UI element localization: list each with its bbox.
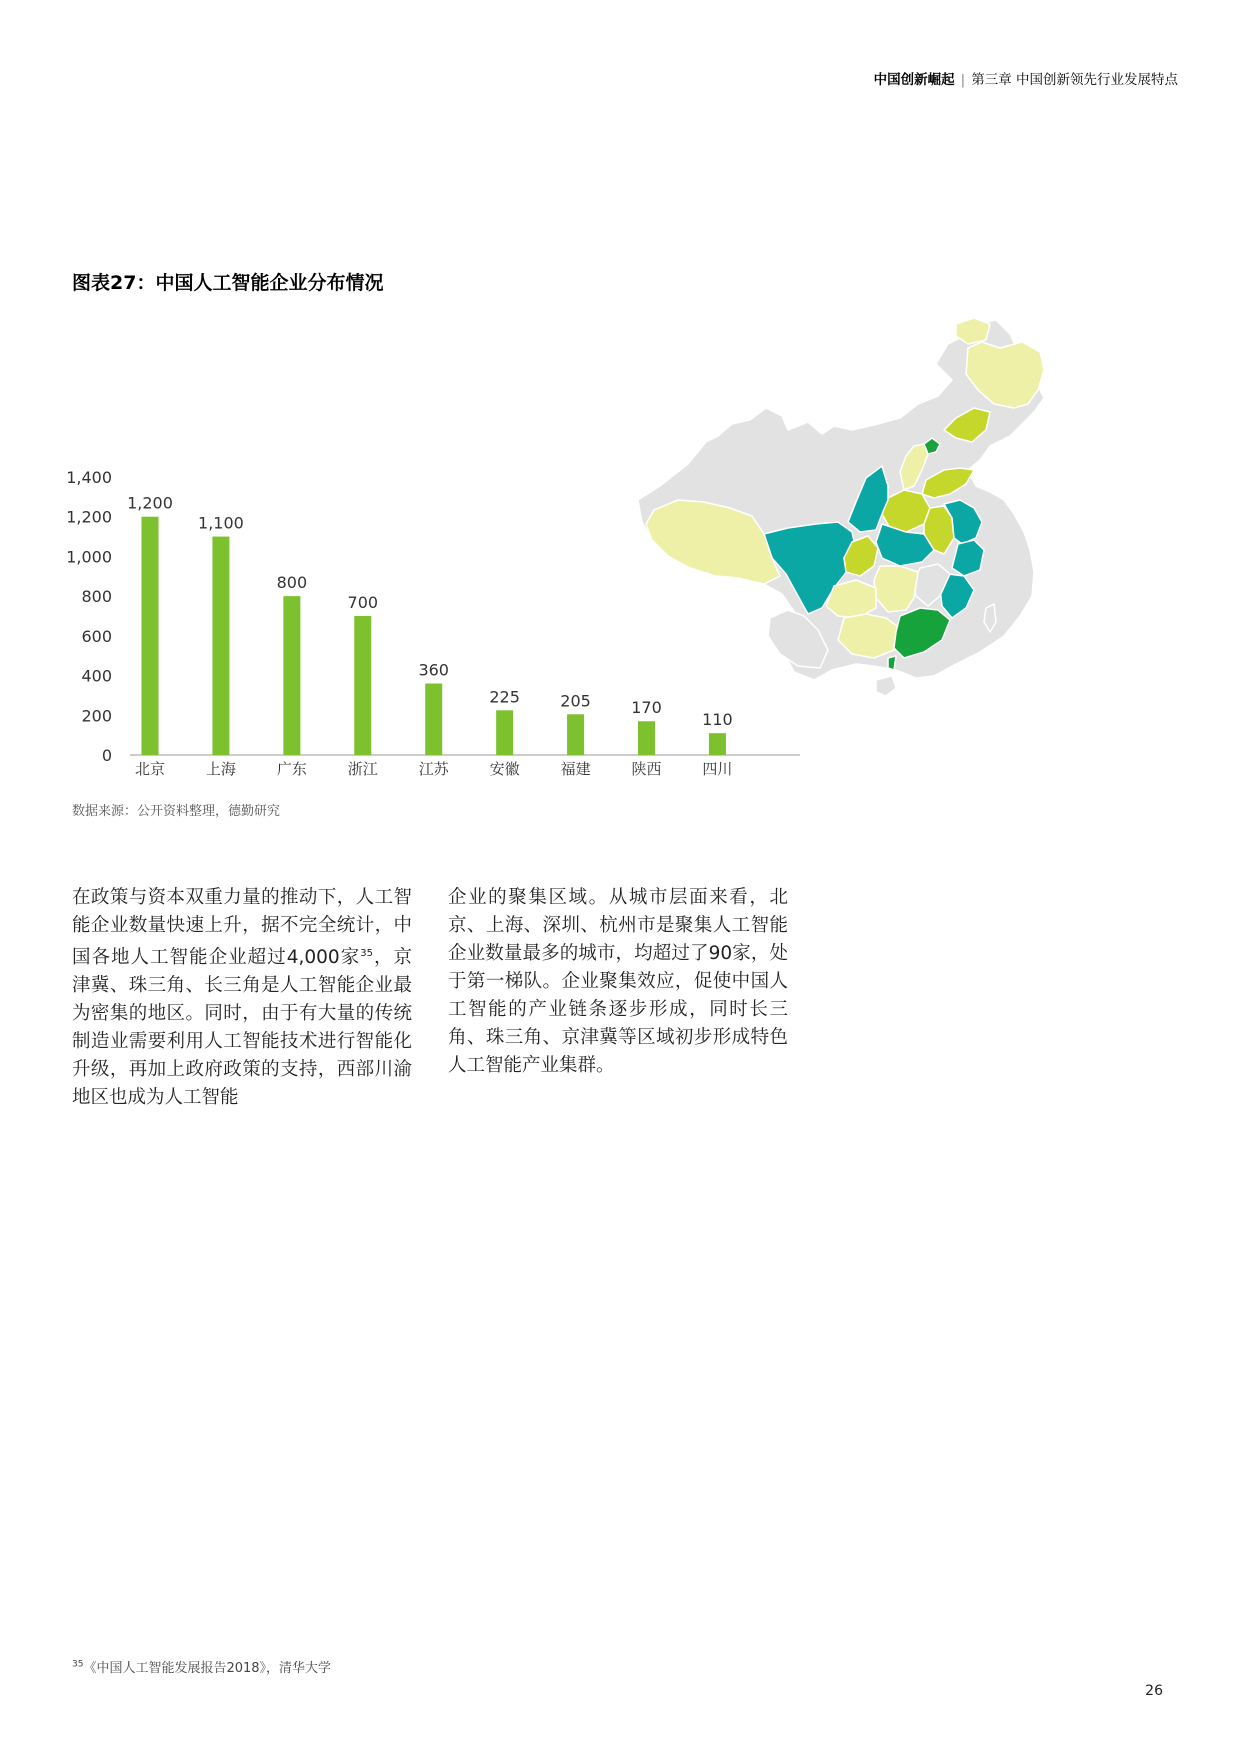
x-tick-label: 福建 — [560, 760, 591, 778]
paragraph-left — [72, 884, 412, 1112]
y-tick-label: 1,000 — [66, 547, 112, 567]
x-tick-label: 上海 — [205, 760, 236, 778]
x-tick-label: 四川 — [702, 760, 733, 778]
x-tick-label: 江苏 — [418, 760, 449, 778]
china-map — [638, 318, 1178, 788]
data-label: 360 — [418, 660, 449, 680]
x-tick-label: 安徽 — [489, 760, 520, 778]
data-label: 1,100 — [198, 513, 244, 533]
x-tick-label: 陕西 — [631, 760, 662, 778]
data-label: 205 — [560, 691, 591, 711]
map-region-guizhou — [826, 580, 876, 618]
bar — [425, 684, 442, 755]
paragraph-left-part1: 在政策与资本双重力量的推动下，人工智能企业数量快速上升，据不完全统计，中国各地人工智能企业超过4,000家 — [72, 887, 412, 969]
data-label: 700 — [347, 593, 379, 612]
map-region-guangdong-tip — [888, 656, 896, 670]
data-source: 数据来源：公开资料整理，德勤研究 — [72, 804, 281, 819]
y-tick-label: 600 — [81, 626, 112, 646]
y-tick-label: 400 — [81, 666, 112, 686]
bar — [283, 596, 300, 755]
x-tick-label: 北京 — [134, 760, 166, 778]
map-region-hainan — [876, 676, 896, 696]
report-title: 中国创新崛起 — [873, 72, 955, 88]
footnote-text: 《中国人工智能发展报告2018》，清华大学 — [83, 1661, 332, 1676]
y-tick-label: 200 — [81, 706, 112, 726]
page-header — [874, 68, 1178, 88]
y-tick-label: 800 — [81, 587, 112, 607]
bar — [496, 710, 513, 755]
bar — [354, 616, 371, 755]
x-tick-label: 浙江 — [347, 760, 378, 778]
bar — [567, 714, 584, 755]
footnote-number: 35 — [72, 1659, 84, 1670]
data-label: 110 — [702, 710, 733, 730]
data-label: 225 — [489, 687, 520, 707]
map-region-heilongjiang-tip — [956, 318, 990, 344]
y-tick-label: 0 — [101, 746, 112, 765]
figure-title: 图表27：中国人工智能企业分布情况 — [72, 272, 384, 294]
data-label: 170 — [631, 698, 662, 718]
y-tick-label: 1,200 — [66, 507, 112, 527]
header-divider: | — [960, 72, 966, 88]
x-tick-label: 广东 — [276, 760, 307, 778]
y-tick-label: 1,400 — [66, 468, 112, 487]
bar — [142, 517, 159, 755]
page-number: 26 — [1145, 1683, 1163, 1699]
footnote — [72, 1657, 331, 1676]
paragraph-right: 企业的聚集区域。从城市层面来看，北京、上海、深圳、杭州市是聚集人工智能企业数量最多的城市，均超过了90家，处于第一梯队。企业聚集效应，促使中国人工智能的产业链条逐步形成，同时长三角、珠三角、京津冀等区域初步形成特色人工智能产业集群。 — [448, 887, 788, 1076]
paragraph-left-part2: ，京津冀、珠三角、长三角是人工智能企业最为密集的地区。同时，由于有大量的传统制造业需要利用人工智能技术进行智能化升级，再加上政府政策的支持，西部川渝地区也成为人工智能 — [72, 947, 412, 1109]
bar — [212, 537, 229, 755]
chapter-title: 第三章 中国创新领先行业发展特点 — [971, 72, 1178, 88]
footnote-ref: 35 — [360, 948, 373, 959]
data-label: 1,200 — [127, 493, 173, 513]
data-label: 800 — [276, 573, 308, 593]
